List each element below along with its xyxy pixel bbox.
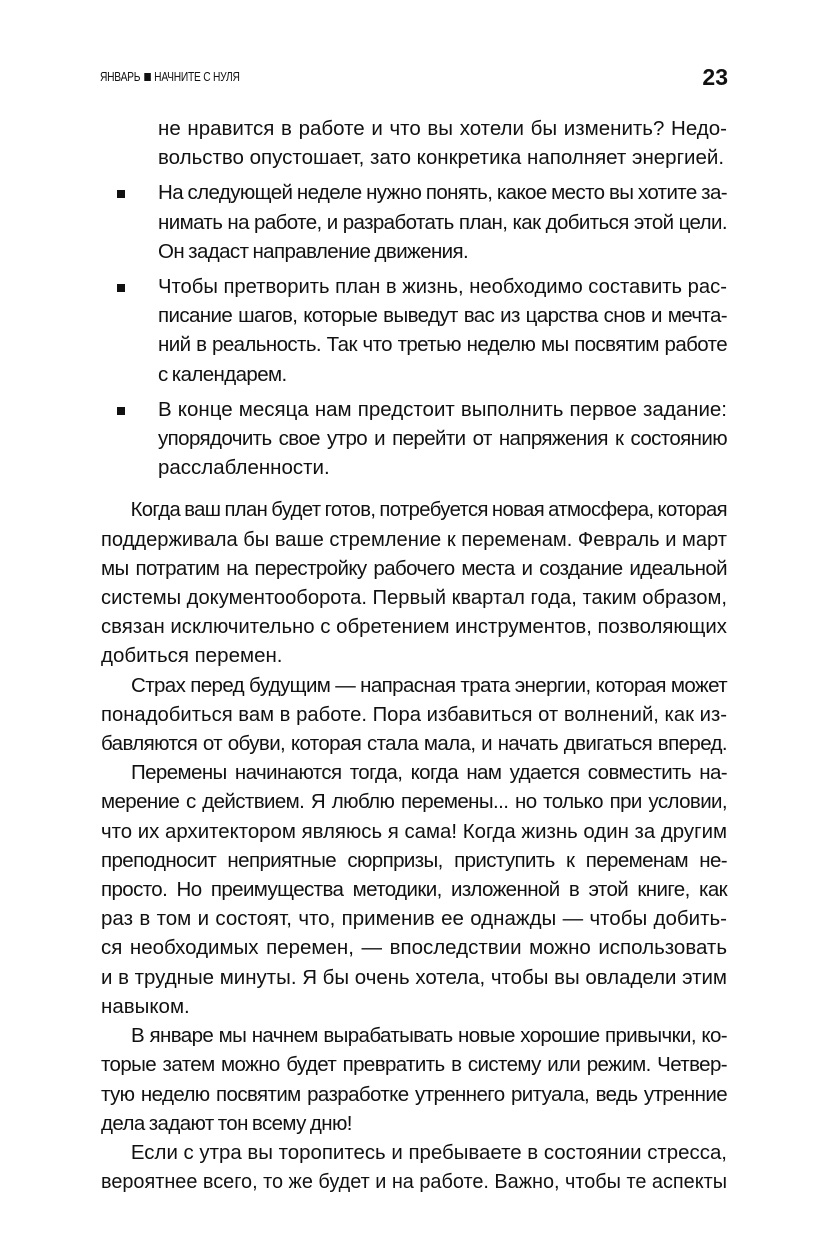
square-bullet-icon <box>117 407 125 415</box>
text-line: писание шагов, которые выведут вас из царства снов и мечта- <box>158 304 727 328</box>
text-line: связан исключительно с обретением инструментов, позволяющих <box>101 615 727 639</box>
paragraph <box>101 758 727 1021</box>
text-line: Если с утра вы торопитесь и пребываете в состоянии стресса, <box>130 1140 727 1164</box>
paragraph <box>101 1021 727 1138</box>
text-line: Страх перед будущим — напрасная трата энергии, которая может <box>131 673 727 697</box>
text-line: просто. Но преимущества методики, изложенной в этой книге, как <box>101 878 727 902</box>
text-line: В январе мы начнем вырабатывать новые хорошие привычки, ко- <box>131 1024 727 1048</box>
text-line: Он задаст направление движения. <box>158 239 469 263</box>
running-title-section: ЯНВАРЬ <box>100 70 141 84</box>
text-line: бавляются от обуви, которая стала мала, и начать двигаться вперед. <box>101 732 727 756</box>
running-title-chapter: НАЧНИТЕ С НУЛЯ <box>154 70 240 84</box>
text-line: навыком. <box>101 994 190 1018</box>
text-line: ся необходимых перемен, — впоследствии можно использовать <box>101 936 727 960</box>
bullet-item <box>101 272 727 389</box>
text-line: и в трудные минуты. Я бы очень хотела, чтобы вы овладели этим <box>101 965 727 989</box>
text-line: На следующей неделе нужно понять, какое место вы хотите за- <box>158 181 727 205</box>
text-line: понадобиться вам в работе. Пора избавиться от волнений, как из- <box>101 702 727 726</box>
text-line: ний в реальность. Так что третью неделю мы посвятим работе <box>158 333 727 357</box>
text-line: дела задают тон всему дню! <box>101 1111 352 1135</box>
square-bullet-icon <box>117 190 125 198</box>
text-line: упорядочить свое утро и перейти от напряжения к состоянию <box>158 427 727 451</box>
paragraph <box>101 1138 727 1196</box>
text-line: поддерживала бы ваше стремление к переменам. Февраль и март <box>101 527 727 551</box>
text-line: не нравится в работе и что вы хотели бы изменить? Недо- <box>158 117 727 140</box>
text-line: вероятнее всего, то же будет и на работе. Важно, чтобы те аспекты <box>101 1170 727 1194</box>
running-header <box>100 70 240 84</box>
text-line: торые затем можно будет превратить в систему или режим. Четвер- <box>101 1053 727 1077</box>
text-line: системы документооборота. Первый квартал года, таким образом, <box>101 586 727 610</box>
square-separator-icon <box>144 73 151 81</box>
page-body <box>101 114 727 1196</box>
text-line: с календарем. <box>158 362 287 386</box>
text-line: мы потратим на перестройку рабочего места и создание идеальной <box>101 556 727 580</box>
text-line: Чтобы претворить план в жизнь, необходимо составить рас- <box>158 275 727 299</box>
text-line: В конце месяца нам предстоит выполнить первое задание: <box>158 397 727 421</box>
square-bullet-icon <box>117 284 125 292</box>
text-line: добиться перемен. <box>101 644 283 668</box>
text-line: расслабленности. <box>158 456 330 480</box>
text-line: Когда ваш план будет готов, потребуется новая атмосфера, которая <box>130 498 728 522</box>
text-line: что их архитектором являюсь я сама! Когда жизнь один за другим <box>101 819 727 843</box>
paragraph <box>101 671 727 759</box>
paragraph <box>101 495 727 670</box>
bullet-item <box>101 178 727 266</box>
text-line: тую неделю посвятим разработке утреннего ритуала, ведь утренние <box>101 1082 727 1106</box>
text-line: мерение с действием. Я люблю перемены... но только при условии, <box>101 790 727 814</box>
bullet-item <box>101 395 727 483</box>
text-line: Перемены начинаются тогда, когда нам удается совместить на- <box>131 761 727 785</box>
page-number: 23 <box>702 64 728 90</box>
text-line: раз в том и состоят, что, применив ее однажды — чтобы добить- <box>101 907 727 931</box>
text-line: вольство опустошает, зато конкретика наполняет энергией. <box>158 146 725 170</box>
text-line: преподносит неприятные сюрпризы, приступить к переменам не- <box>101 848 727 872</box>
text-line: нимать на работе, и разработать план, как добиться этой цели. <box>158 210 727 234</box>
bullet-continuation <box>101 114 727 172</box>
